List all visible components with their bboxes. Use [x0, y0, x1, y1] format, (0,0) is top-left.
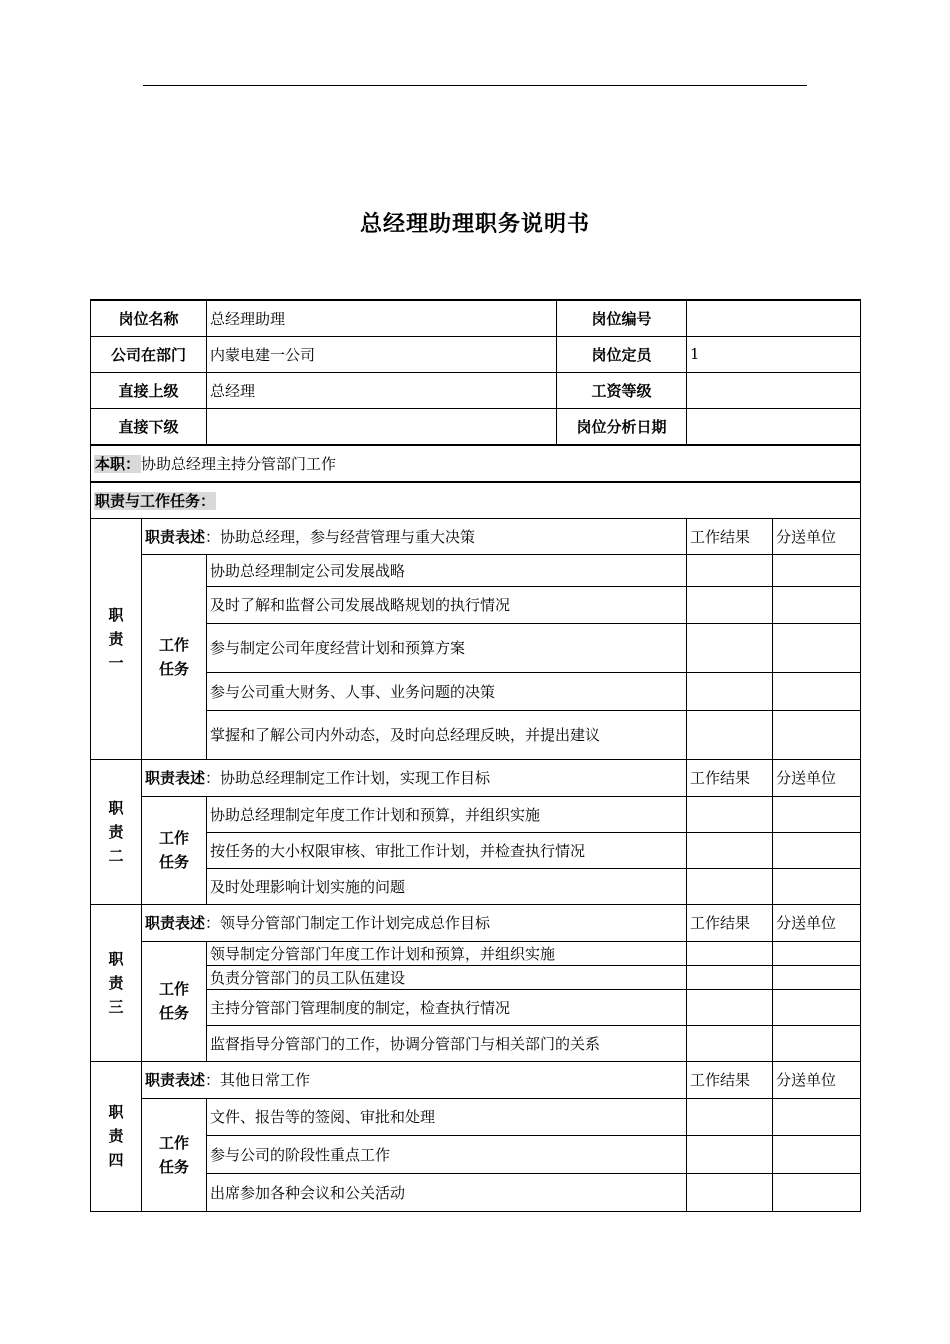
duty-3-task: 负责分管部门的员工队伍建设: [207, 965, 687, 989]
task-dest-cell: [773, 672, 861, 710]
department-label: 公司在部门: [91, 336, 207, 372]
duty-2-description: 职责表述：协助总经理制定工作计划，实现工作目标: [142, 759, 687, 796]
duty-2-result-header: 工作结果: [687, 759, 773, 796]
duty-1-dest-header: 分送单位: [773, 518, 861, 554]
task-result-cell: [687, 710, 773, 759]
superior-value: 总经理: [207, 372, 557, 408]
task-dest-cell: [773, 965, 861, 989]
duties-header-row: [91, 482, 861, 518]
task-dest-cell: [773, 623, 861, 672]
duty-3-dest-header: 分送单位: [773, 904, 861, 941]
main-duty-label: 本职：: [95, 455, 141, 473]
analysis-date-value: [687, 408, 861, 445]
subordinate-value: [207, 408, 557, 445]
duty-3-description: 职责表述：领导分管部门制定工作计划完成总作目标: [142, 904, 687, 941]
task-result-cell: [687, 672, 773, 710]
duty-1-task: 掌握和了解公司内外动态，及时向总经理反映，并提出建议: [207, 710, 687, 759]
task-result-cell: [687, 989, 773, 1025]
duty-4-tasks-label: 工作 任务: [142, 1098, 207, 1211]
task-dest-cell: [773, 1098, 861, 1135]
task-dest-cell: [773, 710, 861, 759]
task-dest-cell: [773, 989, 861, 1025]
task-result-cell: [687, 586, 773, 623]
task-result-cell: [687, 941, 773, 965]
department-value: 内蒙电建一公司: [207, 336, 557, 372]
position-name-label: 岗位名称: [91, 300, 207, 336]
task-dest-cell: [773, 1025, 861, 1061]
task-result-cell: [687, 1098, 773, 1135]
duty-2-task: 协助总经理制定年度工作计划和预算，并组织实施: [207, 796, 687, 832]
duty-4-task: 参与公司的阶段性重点工作: [207, 1135, 687, 1173]
task-result-cell: [687, 1135, 773, 1173]
task-result-cell: [687, 965, 773, 989]
duty-2-task: 及时处理影响计划实施的问题: [207, 868, 687, 904]
duty-2-label: 职 责 二: [91, 759, 142, 904]
duty-2-tasks-label: 工作 任务: [142, 796, 207, 904]
analysis-date-label: 岗位分析日期: [557, 408, 687, 445]
duty-1-task: 及时了解和监督公司发展战略规划的执行情况: [207, 586, 687, 623]
subordinate-label: 直接下级: [91, 408, 207, 445]
salary-grade-label: 工资等级: [557, 372, 687, 408]
superior-label: 直接上级: [91, 372, 207, 408]
main-duty-text: 协助总经理主持分管部门工作: [141, 455, 337, 473]
duty-1-task: 协助总经理制定公司发展战略: [207, 554, 687, 586]
duty-3-task: 领导制定分管部门年度工作计划和预算，并组织实施: [207, 941, 687, 965]
duty-3-tasks-label: 工作 任务: [142, 941, 207, 1061]
main-duty-row: [91, 445, 861, 482]
task-dest-cell: [773, 832, 861, 868]
headcount-value: 1: [687, 336, 861, 372]
duty-4-label: 职 责 四: [91, 1061, 142, 1211]
task-result-cell: [687, 554, 773, 586]
duty-3-task: 主持分管部门管理制度的制定，检查执行情况: [207, 989, 687, 1025]
duty-4-result-header: 工作结果: [687, 1061, 773, 1098]
duty-2-task: 按任务的大小权限审核、审批工作计划，并检查执行情况: [207, 832, 687, 868]
duty-4-description: 职责表述：其他日常工作: [142, 1061, 687, 1098]
task-result-cell: [687, 1173, 773, 1211]
task-dest-cell: [773, 1135, 861, 1173]
task-dest-cell: [773, 554, 861, 586]
duty-4-task: 出席参加各种会议和公关活动: [207, 1173, 687, 1211]
task-dest-cell: [773, 868, 861, 904]
task-result-cell: [687, 623, 773, 672]
headcount-label: 岗位定员: [557, 336, 687, 372]
task-result-cell: [687, 832, 773, 868]
duty-1-task: 参与制定公司年度经营计划和预算方案: [207, 623, 687, 672]
task-result-cell: [687, 1025, 773, 1061]
duty-1-label: 职 责 一: [91, 518, 142, 759]
task-dest-cell: [773, 796, 861, 832]
position-code-value: [687, 300, 861, 336]
duty-1-description: 职责表述：协助总经理，参与经营管理与重大决策: [142, 518, 687, 554]
duties-header: 职责与工作任务：: [95, 491, 216, 510]
task-dest-cell: [773, 941, 861, 965]
position-name-value: 总经理助理: [207, 300, 557, 336]
task-dest-cell: [773, 586, 861, 623]
task-result-cell: [687, 796, 773, 832]
task-dest-cell: [773, 1173, 861, 1211]
duty-3-result-header: 工作结果: [687, 904, 773, 941]
duty-4-task: 文件、报告等的签阅、审批和处理: [207, 1098, 687, 1135]
position-code-label: 岗位编号: [557, 300, 687, 336]
header-rule: [143, 85, 807, 86]
duty-1-tasks-label: 工作 任务: [142, 554, 207, 759]
job-description-table: [90, 299, 861, 1212]
duty-3-task: 监督指导分管部门的工作，协调分管部门与相关部门的关系: [207, 1025, 687, 1061]
task-result-cell: [687, 868, 773, 904]
duty-4-dest-header: 分送单位: [773, 1061, 861, 1098]
salary-grade-value: [687, 372, 861, 408]
duty-1-task: 参与公司重大财务、人事、业务问题的决策: [207, 672, 687, 710]
duty-1-result-header: 工作结果: [687, 518, 773, 554]
duty-2-dest-header: 分送单位: [773, 759, 861, 796]
duty-3-label: 职 责 三: [91, 904, 142, 1061]
document-title: 总经理助理职务说明书: [359, 212, 590, 237]
